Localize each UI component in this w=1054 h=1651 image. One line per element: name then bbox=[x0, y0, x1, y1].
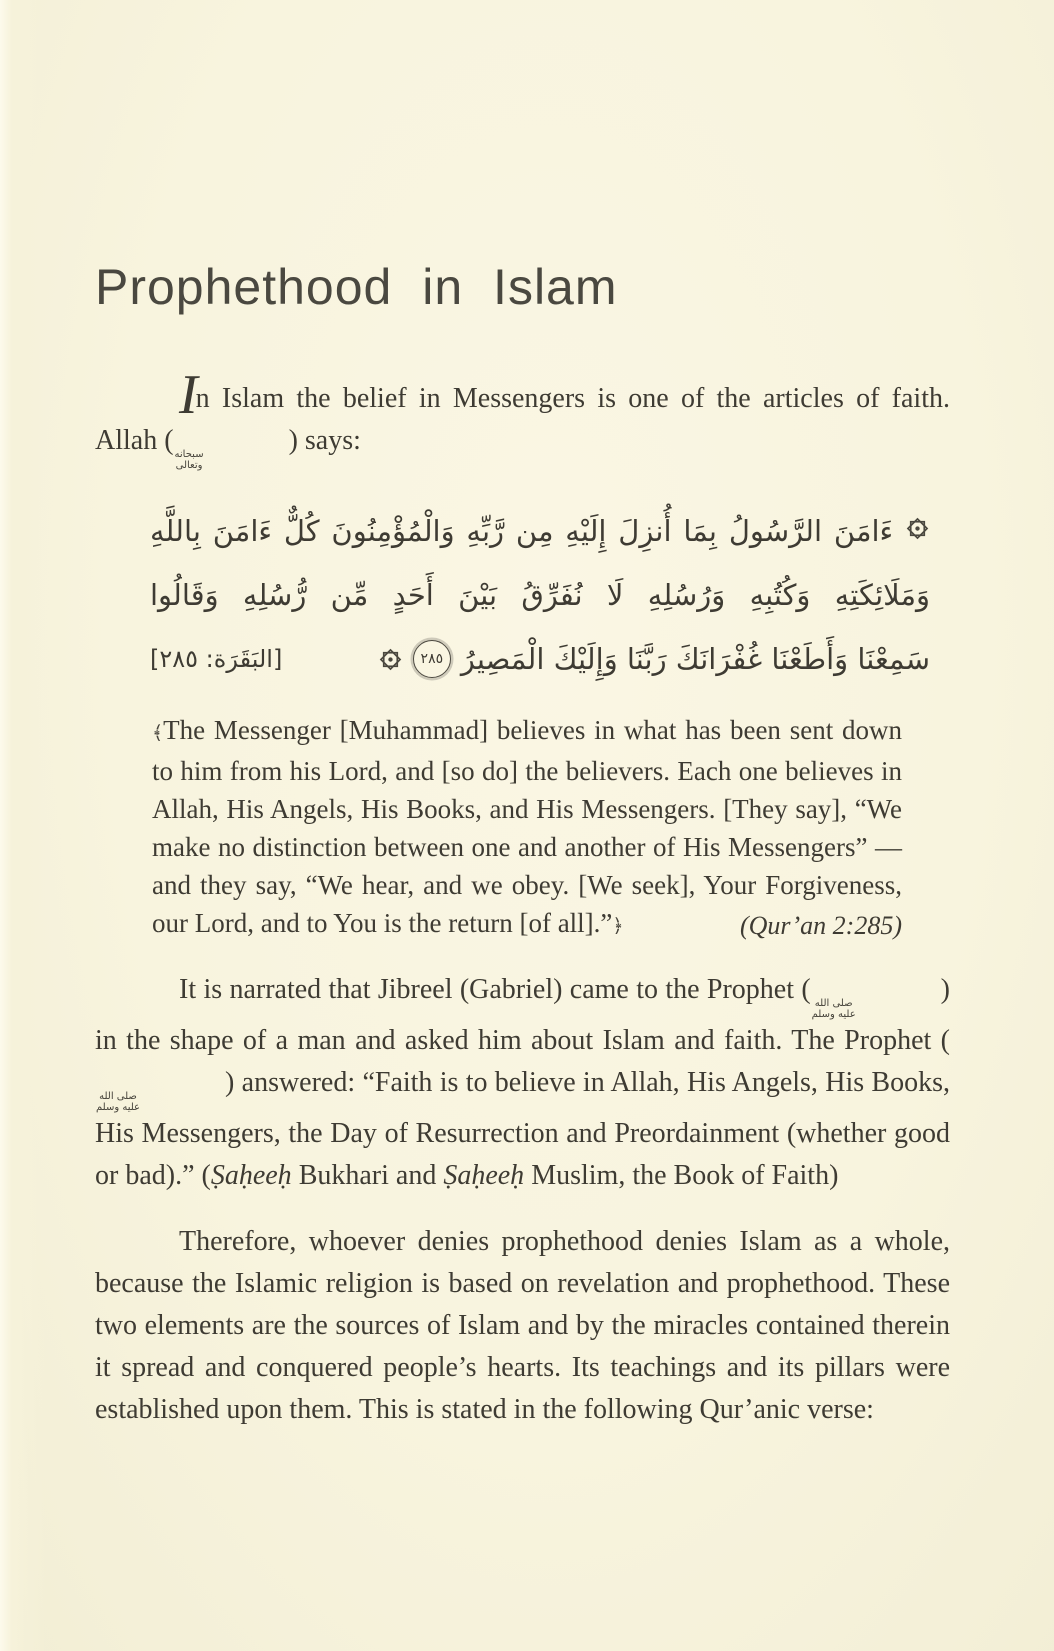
prophet-honorific bbox=[812, 998, 940, 1020]
chapter-title: Prophethood in Islam bbox=[95, 259, 618, 315]
intro-text-after: ) says: bbox=[288, 425, 361, 456]
quote-open-ornament-icon: ﴾ bbox=[152, 722, 164, 744]
verse-line-2 bbox=[150, 563, 930, 627]
verse-line-3 bbox=[150, 627, 930, 691]
quran-verse-arabic bbox=[150, 499, 930, 691]
jibreel-text-1: It is narrated that Jibreel (Gabriel) came to the Prophet ( bbox=[179, 974, 811, 1005]
verse-translation-block bbox=[152, 711, 902, 945]
prophet-honorific-top: صلى الله bbox=[814, 998, 853, 1009]
ayah-number: ٢٨٥ bbox=[420, 651, 444, 667]
allah-honorific-top: سبحانه bbox=[174, 449, 204, 460]
jibreel-paragraph bbox=[95, 969, 950, 1197]
allah-honorific bbox=[175, 449, 288, 471]
jibreel-text-4: Bukhari and bbox=[291, 1160, 444, 1191]
intro-paragraph bbox=[95, 364, 950, 471]
ayah-number-badge bbox=[413, 640, 451, 678]
verse-line-3-text: سَمِعْنَا وَأَطَعْنَا غُفْرَانَكَ رَبَّنَا وَإِلَيْكَ الْمَصِيرُ bbox=[460, 642, 930, 676]
prophet-honorific bbox=[96, 1091, 224, 1113]
verse-line-1-text: ءَامَنَ الرَّسُولُ بِمَا أُنزِلَ إِلَيْهِ مِن رَّبِّهِ وَالْمُؤْمِنُونَ كُلٌّ ءَامَنَ بِاللَّهِ bbox=[150, 514, 894, 548]
prophet-honorific-bottom: عليه وسلم bbox=[96, 1102, 141, 1113]
therefore-text: Therefore, whoever denies prophethood denies Islam as a whole, because the Islamic religion is based on revelation and prophethood. These two elements are the sources of Islam and by the miracles contained therein it spread and conquered people’s hearts. Its teachings and its pillars were established upon them. This is stated in the following Qur’anic verse: bbox=[95, 1226, 950, 1425]
verse-line-2-text: وَمَلَائِكَتِهِ وَكُتُبِهِ وَرُسُلِهِ لَا نُفَرِّقُ بَيْنَ أَحَدٍ مِّن رُّسُلِهِ وَقَالُوا bbox=[150, 578, 930, 612]
verse-attribution: (Qur’an 2:285) bbox=[740, 911, 902, 940]
verse-line-3-group bbox=[378, 627, 930, 691]
jibreel-text-3: ) answered: “Faith is to believe in Allah, His Angels, His Books, His Messengers, the Day of Resurrection and Preordainment (whether good or bad).” ( bbox=[95, 1067, 950, 1191]
verse-line-1 bbox=[150, 499, 930, 563]
jibreel-text-2: ) in the shape of a man and asked him about Islam and faith. The Prophet ( bbox=[95, 974, 950, 1056]
verse-open-rosette-icon bbox=[905, 516, 930, 541]
decorative-initial: I bbox=[179, 364, 196, 426]
saheeh-italic: Ṣaḥeeḥ bbox=[210, 1160, 292, 1191]
saheeh-italic: Ṣaḥeeḥ bbox=[443, 1160, 525, 1191]
prophet-honorific-bottom: عليه وسلم bbox=[811, 1009, 856, 1020]
jibreel-text-5: Muslim, the Book of Faith) bbox=[524, 1160, 839, 1191]
prophet-honorific-top: صلى الله bbox=[99, 1091, 137, 1102]
quote-close-ornament-icon: ﴿ bbox=[612, 915, 624, 937]
verse-close-rosette-icon bbox=[378, 647, 403, 672]
verse-reference: [البَقَرَة: ٢٨٥] bbox=[150, 645, 283, 673]
intro-text: n Islam the belief in Messengers is one of the articles of faith. Allah ( bbox=[95, 383, 950, 456]
allah-honorific-bottom: وتعالى bbox=[175, 460, 203, 471]
translation-text: The Messenger [Muhammad] believes in what has been sent down to him from his Lord, and [so do] the believers. Each one believes in Allah, His Angels, His Books, and His Messengers. [They say], “We make no distinction between one and another of His Messengers” — and they say, “We hear, and we obey. [We seek], Your Forgiveness, our Lord, and to You is the return [of all].” bbox=[152, 715, 902, 938]
therefore-paragraph bbox=[95, 1221, 950, 1431]
